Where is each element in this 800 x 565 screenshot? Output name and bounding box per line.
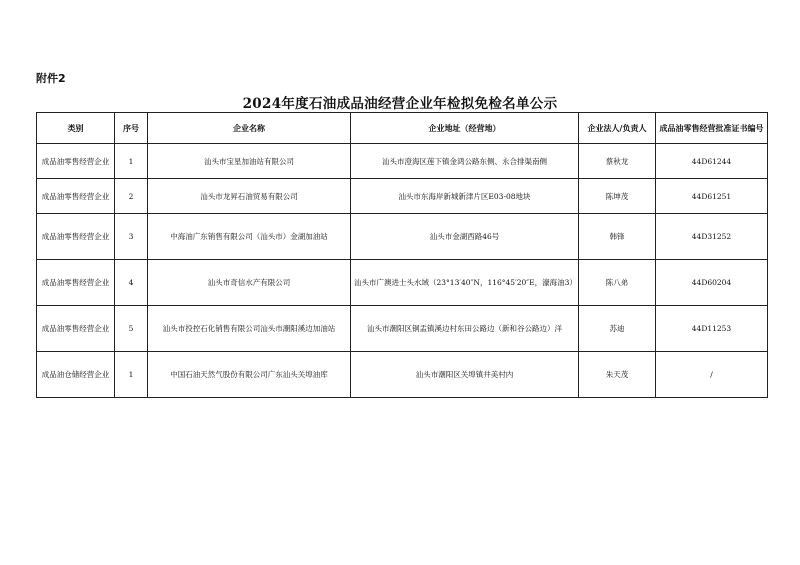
table-header-row bbox=[37, 113, 768, 144]
cell-person: 蔡秋龙 bbox=[579, 144, 656, 179]
cell-name: 汕头市投控石化销售有限公司汕头市潮阳溪边加油站 bbox=[148, 306, 351, 352]
cell-name: 中国石油天然气股份有限公司广东汕头关埠油库 bbox=[148, 352, 351, 398]
cell-person: 苏迪 bbox=[579, 306, 656, 352]
cell-name: 汕头市龙昇石油贸易有限公司 bbox=[148, 179, 351, 214]
cell-address: 汕头市东海岸新城新津片区E03-08地块 bbox=[351, 179, 579, 214]
cell-person: 韩锋 bbox=[579, 214, 656, 260]
cell-seq: 3 bbox=[115, 214, 148, 260]
table-row bbox=[37, 260, 768, 306]
cell-category: 成品油零售经营企业 bbox=[37, 214, 115, 260]
cell-address: 汕头市潮阳区关埠镇井美村内 bbox=[351, 352, 579, 398]
cell-cert: 44D11253 bbox=[656, 306, 768, 352]
page-title: 2024年度石油成品油经营企业年检拟免检名单公示 bbox=[242, 96, 558, 112]
header-category: 类别 bbox=[37, 113, 115, 144]
cell-category: 成品油零售经营企业 bbox=[37, 144, 115, 179]
header-address: 企业地址（经营地） bbox=[351, 113, 579, 144]
cell-cert: 44D61244 bbox=[656, 144, 768, 179]
cell-address: 汕头市金湖西路46号 bbox=[351, 214, 579, 260]
attachment-label: 附件2 bbox=[36, 72, 66, 85]
table-row bbox=[37, 179, 768, 214]
cell-person: 陈八弟 bbox=[579, 260, 656, 306]
cell-name: 汕头市宝星加油站有限公司 bbox=[148, 144, 351, 179]
cell-address: 汕头市潮阳区铜盂镇溪边村东田公路边（新和谷公路边）洋 bbox=[351, 306, 579, 352]
cell-cert: 44D60204 bbox=[656, 260, 768, 306]
cell-category: 成品油零售经营企业 bbox=[37, 306, 115, 352]
cell-cert: 44D61251 bbox=[656, 179, 768, 214]
table-row bbox=[37, 144, 768, 179]
header-name: 企业名称 bbox=[148, 113, 351, 144]
cell-category: 成品油零售经营企业 bbox=[37, 260, 115, 306]
header-seq: 序号 bbox=[115, 113, 148, 144]
table-row bbox=[37, 352, 768, 398]
cell-name: 汕头市奇信水产有限公司 bbox=[148, 260, 351, 306]
header-cert: 成品油零售经营批准证书编号 bbox=[656, 113, 768, 144]
cell-seq: 2 bbox=[115, 179, 148, 214]
cell-name: 中海油广东销售有限公司（汕头市）金湖加油站 bbox=[148, 214, 351, 260]
cell-person: 朱天茂 bbox=[579, 352, 656, 398]
cell-category: 成品油零售经营企业 bbox=[37, 179, 115, 214]
cell-cert: / bbox=[656, 352, 768, 398]
header-person: 企业法人/负责人 bbox=[579, 113, 656, 144]
cell-category: 成品油仓储经营企业 bbox=[37, 352, 115, 398]
cell-seq: 5 bbox=[115, 306, 148, 352]
table-row bbox=[37, 214, 768, 260]
cell-seq: 1 bbox=[115, 352, 148, 398]
cell-address: 汕头市广澳进士头水域（23°13′40″N，116°45′20″E，濠海油3） bbox=[351, 260, 579, 306]
table-row bbox=[37, 306, 768, 352]
cell-seq: 1 bbox=[115, 144, 148, 179]
cell-address: 汕头市澄海区莲下镇金鸿公路东侧、永合排渠南侧 bbox=[351, 144, 579, 179]
enterprise-table bbox=[36, 112, 768, 398]
cell-seq: 4 bbox=[115, 260, 148, 306]
cell-person: 陈坤茂 bbox=[579, 179, 656, 214]
cell-cert: 44D31252 bbox=[656, 214, 768, 260]
